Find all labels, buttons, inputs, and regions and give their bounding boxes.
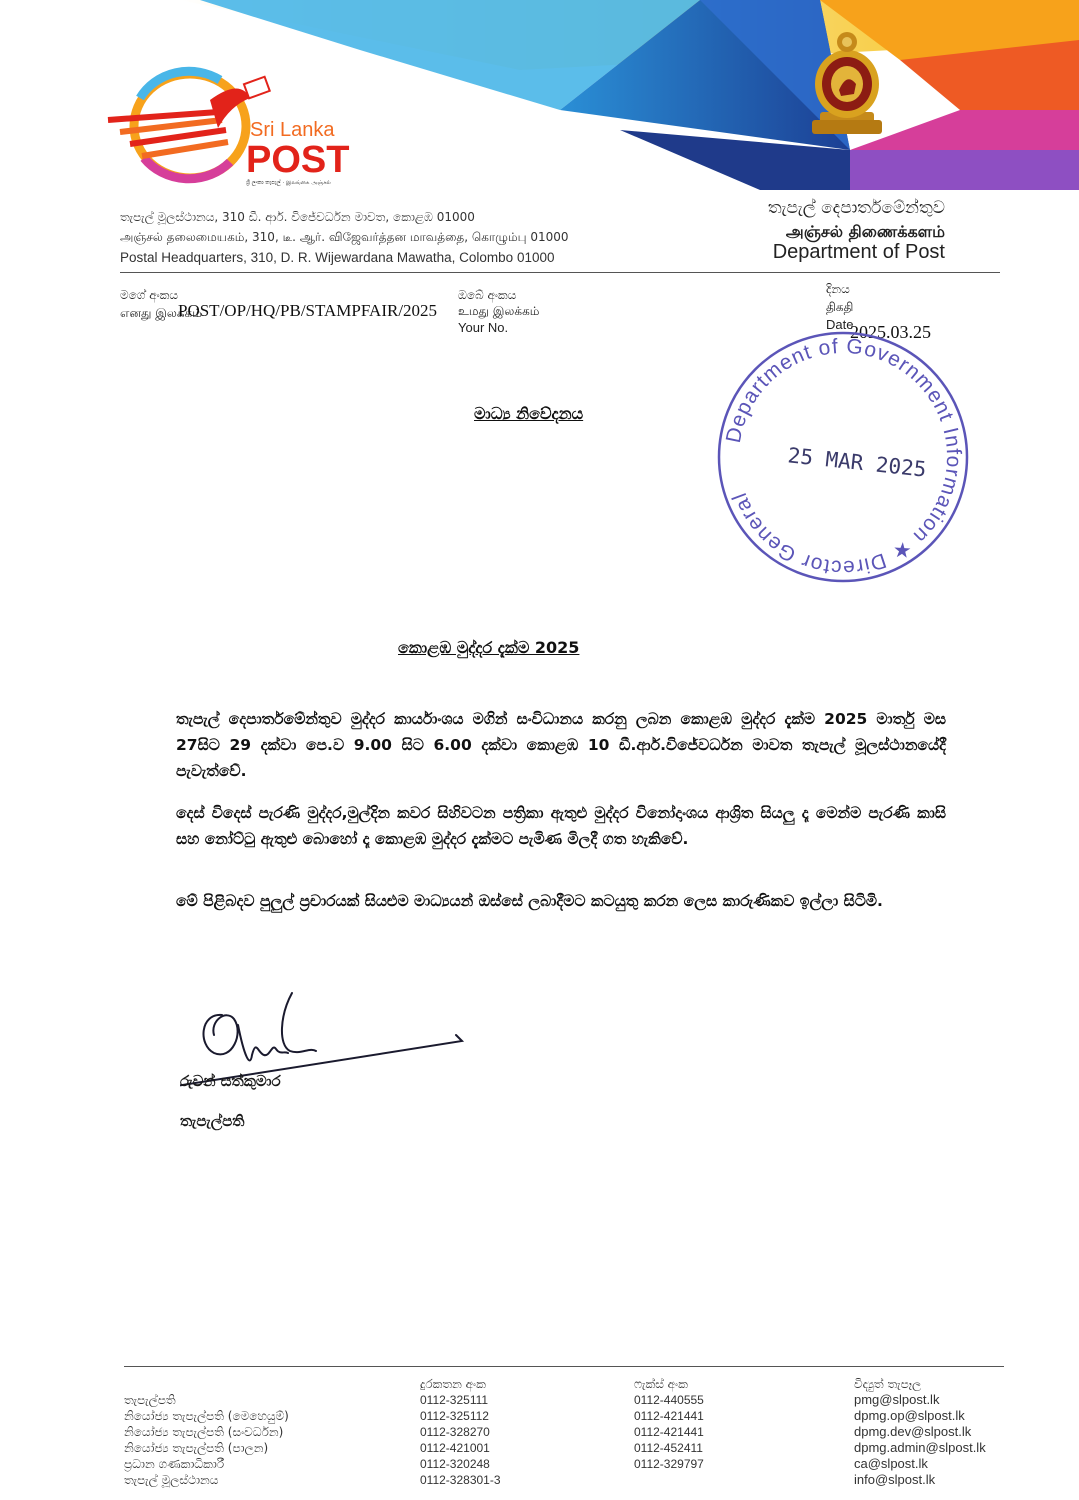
address-sinhala: තැපැල් මූලස්ථානය, 310 ඩී. ආර්. විජේවර්ධන මාවත, කොළඹ 01000 — [120, 210, 475, 224]
footer-email-link[interactable]: pmg@slpost.lk — [854, 1392, 940, 1407]
body-paragraph-3: මේ පිළිබදව පුලුල් ප්‍රචාරයක් සියළුම මාධ්‍යයන් ඔස්සේ ලබාදීමට කටයුතු කරන ලෙස කාරුණිකව ඉල්ලා සිටිමි. — [176, 892, 883, 910]
footer-email-header: විද්‍යුත් තැපෑල — [854, 1377, 922, 1391]
footer-email-link[interactable]: info@slpost.lk — [854, 1472, 936, 1487]
header-divider — [120, 272, 1000, 273]
received-stamp — [712, 326, 974, 588]
body-paragraph-2: දෙස් විදෙස් පැරණි මුද්දර,මුල්දින කවර සිහිවටන පත්‍රිකා ඇතුළු මුද්දර විනෝදාංශය ආශ්‍රිත සියලු දෑ මෙන්ම පැරණි කාසි සහ නෝට්ටු ඇතුළු බොහෝ දෑ කොළඹ මුද්දර දැක්මට පැමිණ මිලදී ගත හැකිවේ. — [176, 804, 946, 848]
my-no-label-si: මගේ අංකය — [120, 288, 179, 302]
footer-email-link[interactable]: dpmg.dev@slpost.lk — [854, 1424, 972, 1439]
date-label-en: Date — [826, 317, 854, 332]
footer-office: ප්‍රධාන ගණකාධිකාරී — [124, 1457, 225, 1471]
stamp-ring-text: Department of Government Information ★ Director General — [721, 334, 966, 580]
date-label-si: දිනය — [826, 282, 850, 296]
logo-tagline: ශ්‍රී ලංකා තැපැල් · இலங்கை அஞ்சல் — [246, 180, 331, 186]
footer-fax-column — [634, 1392, 704, 1472]
footer-divider — [124, 1366, 1004, 1367]
sri-lanka-post-logo — [100, 58, 370, 188]
stamp-date: 25 MAR 2025 — [786, 443, 928, 482]
footer-office: නියෝජ්‍ය තැපැල්පති (සංවර්ධන) — [124, 1425, 284, 1439]
footer-fax-header: ෆැක්ස් අංක — [634, 1377, 688, 1391]
footer-fax: 0112-452411 — [634, 1441, 703, 1455]
footer-phone: 0112-421001 — [420, 1441, 490, 1455]
footer-fax: 0112-440555 — [634, 1393, 704, 1407]
department-name-english: Department of Post — [772, 241, 945, 263]
national-emblem — [806, 28, 888, 140]
footer-phone-column — [420, 1392, 501, 1488]
footer-office: නියෝජ්‍ය තැපැල්පති (පාලන) — [124, 1441, 269, 1455]
address-tamil: அஞ்சல் தலைமையகம், 310, டீ. ஆர். விஜேவர்த்தன மாவத்தை, கொழும்பு 01000 — [120, 230, 569, 244]
footer-office-column — [124, 1392, 289, 1488]
footer-email-link[interactable]: ca@slpost.lk — [854, 1456, 928, 1471]
footer-phone: 0112-328270 — [420, 1425, 490, 1439]
your-no-label-si: ඔබේ අංකය — [458, 288, 517, 302]
address-english: Postal Headquarters, 310, D. R. Wijewardana Mawatha, Colombo 01000 — [120, 250, 555, 265]
your-no-label-ta: உமது இலக்கம் — [458, 304, 540, 318]
footer-office: නියෝජ්‍ය තැපැල්පති (මෙහෙයුම්) — [124, 1409, 289, 1423]
logo-brand-line1: Sri Lanka — [250, 119, 335, 141]
date-value: 2025.03.25 — [850, 322, 931, 342]
footer-email-link[interactable]: dpmg.op@slpost.lk — [854, 1408, 965, 1423]
my-no-label-ta: எனது இலக்கம் — [120, 306, 202, 320]
footer-phone: 0112-328301-3 — [420, 1473, 501, 1487]
my-no-value: POST/OP/HQ/PB/STAMPFAIR/2025 — [178, 301, 438, 320]
footer-phone: 0112-325111 — [420, 1393, 489, 1407]
footer-phone-header: දුරකතන අංක — [420, 1377, 486, 1391]
signatory-title: තැපැල්පති — [180, 1112, 245, 1130]
footer-fax: 0112-421441 — [634, 1409, 704, 1423]
footer-fax: 0112-421441 — [634, 1425, 704, 1439]
department-name-sinhala: තැපැල් දෙපාර්තමේන්තුව — [767, 198, 945, 218]
footer-fax: 0112-329797 — [634, 1457, 704, 1471]
footer-phone: 0112-320248 — [420, 1457, 490, 1471]
footer-office: තැපැල්පති — [124, 1393, 176, 1407]
footer-office: තැපැල් මූලස්ථානය — [124, 1473, 219, 1487]
footer-email-column — [854, 1392, 986, 1488]
logo-brand-line2: POST — [246, 139, 350, 181]
body-paragraph-1: තැපැල් දෙපාර්තමේන්තුව මුද්දර කාර්යාංශය මගින් සංවිධානය කරනු ලබන කොළඹ මුද්දර දැක්ම 2025 මාර්තු මස 27සිට 29 දක්වා පෙ.ව 9.00 සිට 6.00 දක්වා කොළඹ 10 ඩී.ආර්.විජේවර්ධන මාවත තැපැල් මූලස්ථානයේදී පැවැත්වේ. — [176, 710, 946, 780]
footer-phone: 0112-325112 — [420, 1409, 489, 1423]
department-name-tamil: அஞ்சல் திணைக்களம் — [785, 222, 945, 241]
subject-heading: කොළඹ මුද්දර දැක්ම 2025 — [398, 638, 580, 657]
date-label-ta: திகதி — [826, 300, 854, 314]
media-release-title: මාධ්‍ය නිවේදනය — [474, 404, 584, 423]
your-no-label-en: Your No. — [458, 320, 509, 335]
footer-email-link[interactable]: dpmg.admin@slpost.lk — [854, 1440, 986, 1455]
signatory-name: රුවන් සත්කුමාර — [180, 1072, 281, 1090]
